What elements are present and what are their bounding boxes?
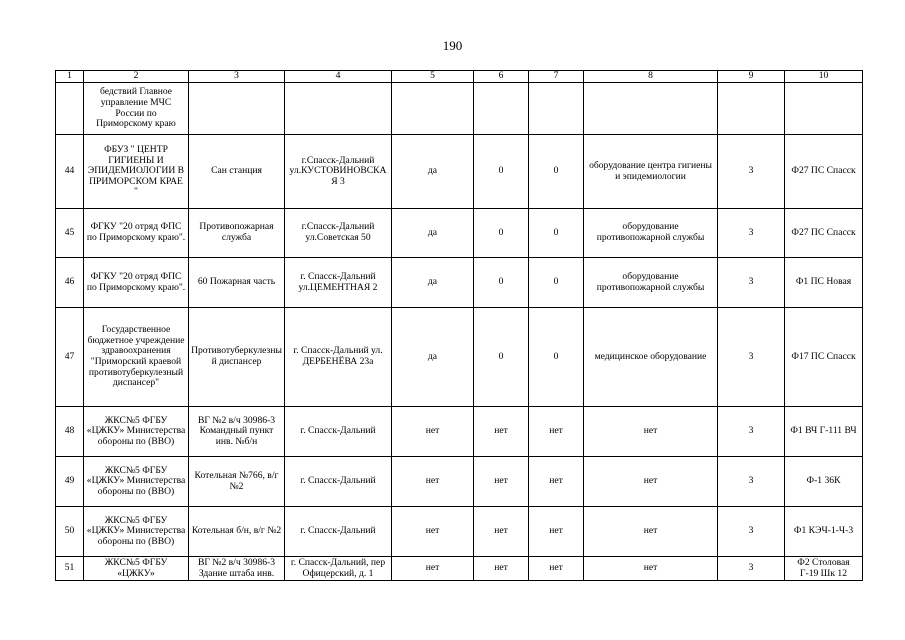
- organization-cell: ЖКС№5 ФГБУ «ЦЖКУ» Министерства обороны по (ВВО): [84, 457, 189, 507]
- address-cell: г. Спасск-Дальний: [285, 507, 392, 557]
- col9-cell: [718, 83, 785, 135]
- object-cell: Противопожарная служба: [189, 209, 285, 258]
- object-cell: Сан станция: [189, 135, 285, 209]
- table-row: [56, 135, 863, 209]
- row-number-cell: 50: [56, 507, 84, 557]
- feeder-cell: [785, 83, 863, 135]
- object-cell: ВГ №2 в/ч 30986-3 Здание штаба инв.: [189, 557, 285, 581]
- row-number-cell: 48: [56, 407, 84, 457]
- column-number: 2: [84, 71, 189, 83]
- col9-cell: 3: [718, 507, 785, 557]
- col6-cell: нет: [474, 407, 529, 457]
- address-cell: г. Спасск-Дальний ул. ДЕРБЕНЁВА 23а: [285, 308, 392, 407]
- column-number: 1: [56, 71, 84, 83]
- feeder-cell: Ф1 ПС Новая: [785, 258, 863, 308]
- table-header-row: [56, 71, 863, 83]
- col5-cell: да: [392, 135, 474, 209]
- equipment-cell: оборудование противопожарной службы: [584, 258, 718, 308]
- col5-cell: нет: [392, 407, 474, 457]
- address-cell: г. Спасск-Дальний ул.ЦЕМЕНТНАЯ 2: [285, 258, 392, 308]
- column-number: 3: [189, 71, 285, 83]
- col7-cell: 0: [529, 308, 584, 407]
- column-number: 8: [584, 71, 718, 83]
- column-number: 10: [785, 71, 863, 83]
- address-cell: г. Спасск-Дальний, пер Офицерский, д. 1: [285, 557, 392, 581]
- table-row: [56, 258, 863, 308]
- object-cell: [189, 83, 285, 135]
- table-row: [56, 308, 863, 407]
- feeder-cell: Ф1 ВЧ Г-111 ВЧ: [785, 407, 863, 457]
- col6-cell: нет: [474, 457, 529, 507]
- equipment-cell: нет: [584, 407, 718, 457]
- address-cell: г. Спасск-Дальний: [285, 407, 392, 457]
- col9-cell: 3: [718, 407, 785, 457]
- document-table: [55, 70, 863, 581]
- row-number-cell: 45: [56, 209, 84, 258]
- address-cell: г.Спасск-Дальний ул.Советская 50: [285, 209, 392, 258]
- organization-cell: ФГКУ "20 отряд ФПС по Приморскому краю".: [84, 209, 189, 258]
- object-cell: Котельная №766, в/г №2: [189, 457, 285, 507]
- col6-cell: нет: [474, 557, 529, 581]
- row-number-cell: 47: [56, 308, 84, 407]
- table-row: [56, 557, 863, 581]
- col5-cell: да: [392, 258, 474, 308]
- col7-cell: нет: [529, 457, 584, 507]
- col7-cell: [529, 83, 584, 135]
- feeder-cell: Ф17 ПС Спасск: [785, 308, 863, 407]
- col6-cell: нет: [474, 507, 529, 557]
- equipment-cell: оборудование противопожарной службы: [584, 209, 718, 258]
- feeder-cell: Ф2 Столовая Г-19 Шк 12: [785, 557, 863, 581]
- feeder-cell: Ф27 ПС Спасск: [785, 209, 863, 258]
- col5-cell: нет: [392, 557, 474, 581]
- column-number: 9: [718, 71, 785, 83]
- organization-cell: ЖКС№5 ФГБУ «ЦЖКУ» Министерства обороны по (ВВО): [84, 507, 189, 557]
- col9-cell: 3: [718, 557, 785, 581]
- organization-cell: ЖКС№5 ФГБУ «ЦЖКУ» Министерства обороны по (ВВО): [84, 407, 189, 457]
- col6-cell: 0: [474, 258, 529, 308]
- col7-cell: нет: [529, 507, 584, 557]
- col6-cell: 0: [474, 135, 529, 209]
- organization-cell: ФГКУ "20 отряд ФПС по Приморскому краю".: [84, 258, 189, 308]
- col9-cell: 3: [718, 258, 785, 308]
- feeder-cell: Ф27 ПС Спасск: [785, 135, 863, 209]
- col6-cell: 0: [474, 308, 529, 407]
- equipment-cell: [584, 83, 718, 135]
- col9-cell: 3: [718, 457, 785, 507]
- address-cell: г. Спасск-Дальний: [285, 457, 392, 507]
- table-row: [56, 83, 863, 135]
- object-cell: ВГ №2 в/ч 30986-3 Командный пункт инв. №б/н: [189, 407, 285, 457]
- column-number: 7: [529, 71, 584, 83]
- object-cell: Противотуберкулезный диспансер: [189, 308, 285, 407]
- column-number: 4: [285, 71, 392, 83]
- equipment-cell: нет: [584, 507, 718, 557]
- page-number: 190: [442, 38, 463, 53]
- row-number-cell: 46: [56, 258, 84, 308]
- row-number-cell: 49: [56, 457, 84, 507]
- col5-cell: да: [392, 209, 474, 258]
- col5-cell: нет: [392, 457, 474, 507]
- col5-cell: нет: [392, 507, 474, 557]
- organization-cell: ФБУЗ " ЦЕНТР ГИГИЕНЫ И ЭПИДЕМИОЛОГИИ В ПРИМОРСКОМ КРАЕ ": [84, 135, 189, 209]
- feeder-cell: Ф1 КЭЧ-1-Ч-3: [785, 507, 863, 557]
- organization-cell: бедствий Главное управление МЧС России по Приморскому краю: [84, 83, 189, 135]
- table-row: [56, 407, 863, 457]
- feeder-cell: Ф-1 36К: [785, 457, 863, 507]
- col6-cell: [474, 83, 529, 135]
- equipment-cell: нет: [584, 457, 718, 507]
- column-number: 6: [474, 71, 529, 83]
- col9-cell: 3: [718, 209, 785, 258]
- equipment-cell: нет: [584, 557, 718, 581]
- col9-cell: 3: [718, 308, 785, 407]
- equipment-cell: медицинское оборудование: [584, 308, 718, 407]
- address-cell: г.Спасск-Дальний ул.КУСТОВИНОВСКАЯ 3: [285, 135, 392, 209]
- table-row: [56, 209, 863, 258]
- col5-cell: [392, 83, 474, 135]
- row-number-cell: 44: [56, 135, 84, 209]
- table-row: [56, 507, 863, 557]
- table-row: [56, 457, 863, 507]
- row-number-cell: [56, 83, 84, 135]
- col7-cell: нет: [529, 407, 584, 457]
- object-cell: Котельная б/н, в/г №2: [189, 507, 285, 557]
- column-number: 5: [392, 71, 474, 83]
- col7-cell: 0: [529, 209, 584, 258]
- col6-cell: 0: [474, 209, 529, 258]
- col7-cell: 0: [529, 135, 584, 209]
- col9-cell: 3: [718, 135, 785, 209]
- address-cell: [285, 83, 392, 135]
- col7-cell: нет: [529, 557, 584, 581]
- col5-cell: да: [392, 308, 474, 407]
- organization-cell: Государственное бюджетное учреждение здравоохранения "Приморский краевой противотуберкулезный диспансер": [84, 308, 189, 407]
- col7-cell: 0: [529, 258, 584, 308]
- organization-cell: ЖКС№5 ФГБУ «ЦЖКУ»: [84, 557, 189, 581]
- equipment-cell: оборудование центра гигиены и эпидемиологии: [584, 135, 718, 209]
- object-cell: 60 Пожарная часть: [189, 258, 285, 308]
- row-number-cell: 51: [56, 557, 84, 581]
